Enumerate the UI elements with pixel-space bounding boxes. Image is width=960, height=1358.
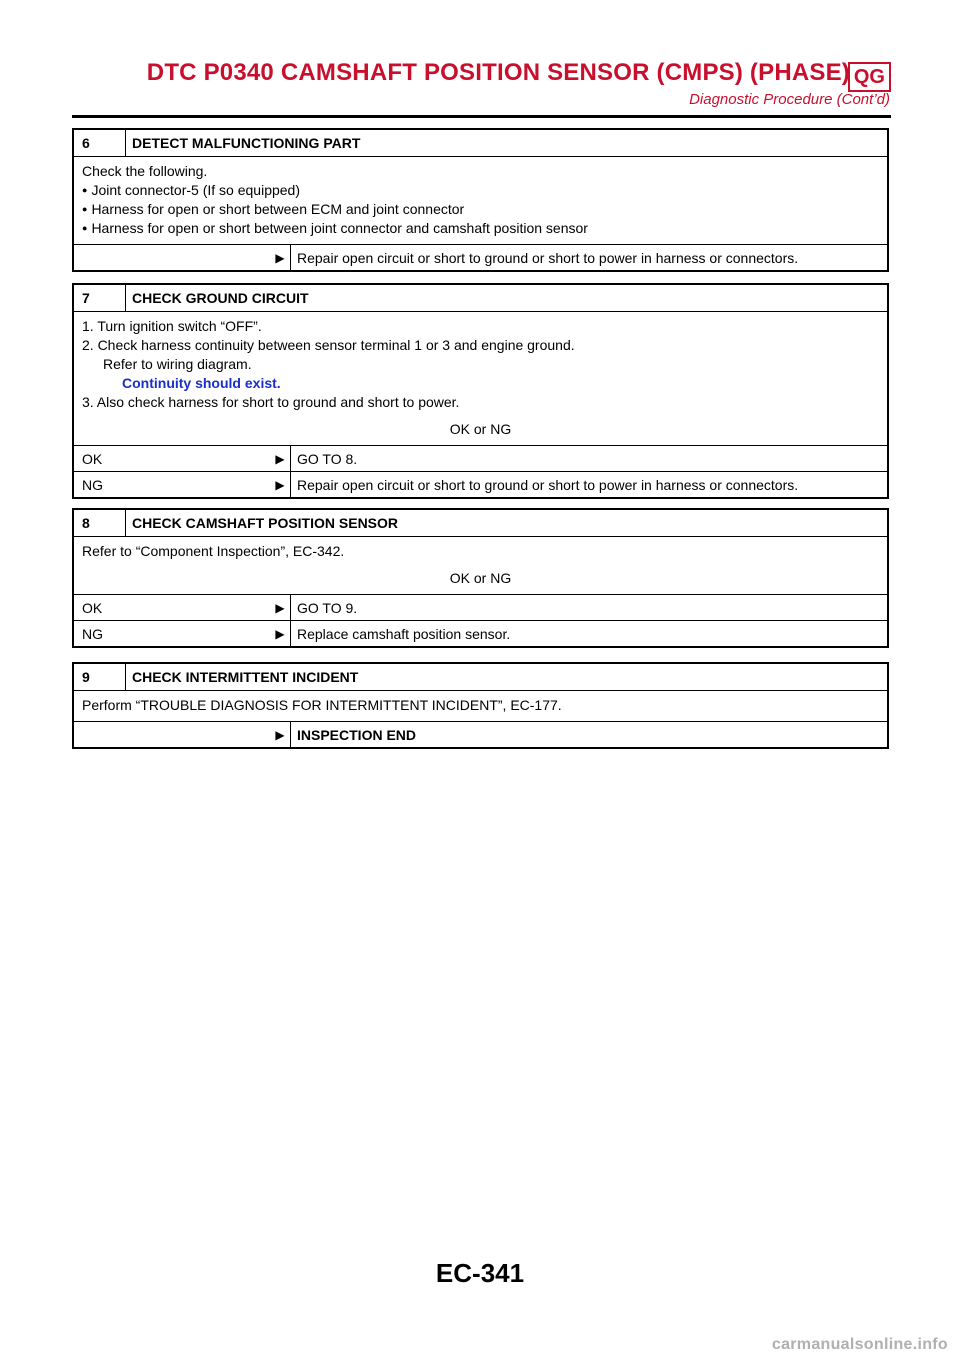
result-text: GO TO 8.	[290, 446, 887, 471]
triangle-right-icon: ▶	[275, 727, 285, 742]
result-text: INSPECTION END	[290, 722, 887, 747]
result-text: Repair open circuit or short to ground or short to power in harness or connectors.	[290, 472, 887, 497]
instruction-line: Refer to “Component Inspection”, EC-342.	[82, 543, 345, 559]
result-text: Repair open circuit or short to ground or short to power in harness or connectors.	[290, 245, 887, 270]
header-rule	[72, 115, 891, 118]
step-9-block	[72, 662, 889, 749]
step-title: CHECK GROUND CIRCUIT	[132, 290, 309, 306]
bullet-item: ● Harness for open or short between joint connector and camshaft position sensor	[82, 219, 879, 238]
result-key: OK	[82, 450, 103, 467]
step-8-block	[72, 508, 889, 648]
bullet-item: ● Joint connector-5 (If so equipped)	[82, 181, 879, 200]
step-7-ng-row	[74, 471, 887, 497]
ok-or-ng-question: OK or NG	[449, 570, 512, 586]
step-8-body	[74, 536, 887, 594]
step-7-block	[72, 283, 889, 499]
step-number: 6	[74, 130, 126, 156]
step-number: 7	[74, 285, 126, 311]
ok-or-ng-question: OK or NG	[449, 421, 512, 437]
step-title: CHECK CAMSHAFT POSITION SENSOR	[132, 515, 399, 531]
page-number: EC-341	[435, 1258, 525, 1288]
step-7-header	[74, 285, 887, 311]
step-number: 8	[74, 510, 126, 536]
step-title: CHECK INTERMITTENT INCIDENT	[132, 669, 359, 685]
triangle-right-icon: ▶	[275, 250, 285, 265]
header-title	[147, 59, 850, 87]
step-8-ok-row	[74, 594, 887, 620]
triangle-right-icon: ▶	[275, 626, 285, 641]
step-intro: Check the following.	[82, 163, 208, 179]
triangle-right-icon: ▶	[275, 477, 285, 492]
step-6-body	[74, 156, 887, 244]
step-7-body	[74, 311, 887, 445]
header-subtitle: Diagnostic Procedure (Cont’d)	[689, 91, 890, 108]
instruction-line: 2. Check harness continuity between sensor terminal 1 or 3 and engine ground.	[82, 337, 575, 353]
step-9-body	[74, 690, 887, 721]
triangle-right-icon: ▶	[275, 600, 285, 615]
result-key: NG	[82, 625, 103, 642]
step-8-ng-row	[74, 620, 887, 646]
result-key: NG	[82, 476, 103, 493]
step-title: DETECT MALFUNCTIONING PART	[132, 135, 361, 151]
header-title-text: DTC P0340 CAMSHAFT POSITION SENSOR (CMPS) (PHASE)	[146, 59, 850, 86]
step-9-header	[74, 664, 887, 690]
step-9-result	[74, 721, 887, 747]
instruction-line: Perform “TROUBLE DIAGNOSIS FOR INTERMITTENT INCIDENT”, EC-177.	[82, 697, 562, 713]
qg-badge: QG	[848, 62, 891, 92]
step-6-header	[74, 130, 887, 156]
instruction-line: 1. Turn ignition switch “OFF”.	[82, 318, 262, 334]
result-text: GO TO 9.	[290, 595, 887, 620]
instruction-line: Refer to wiring diagram.	[103, 356, 252, 372]
bullet-item: ● Harness for open or short between ECM and joint connector	[82, 200, 879, 219]
step-8-header	[74, 510, 887, 536]
result-text: Replace camshaft position sensor.	[290, 621, 887, 646]
triangle-right-icon: ▶	[275, 451, 285, 466]
spec-text: Continuity should exist.	[122, 375, 281, 391]
result-key: OK	[82, 599, 103, 616]
step-6-block	[72, 128, 889, 272]
step-6-result	[74, 244, 887, 270]
instruction-line: 3. Also check harness for short to ground and short to power.	[82, 394, 460, 410]
step-number: 9	[74, 664, 126, 690]
step-7-ok-row	[74, 445, 887, 471]
watermark: carmanualsonline.info	[771, 1336, 948, 1353]
